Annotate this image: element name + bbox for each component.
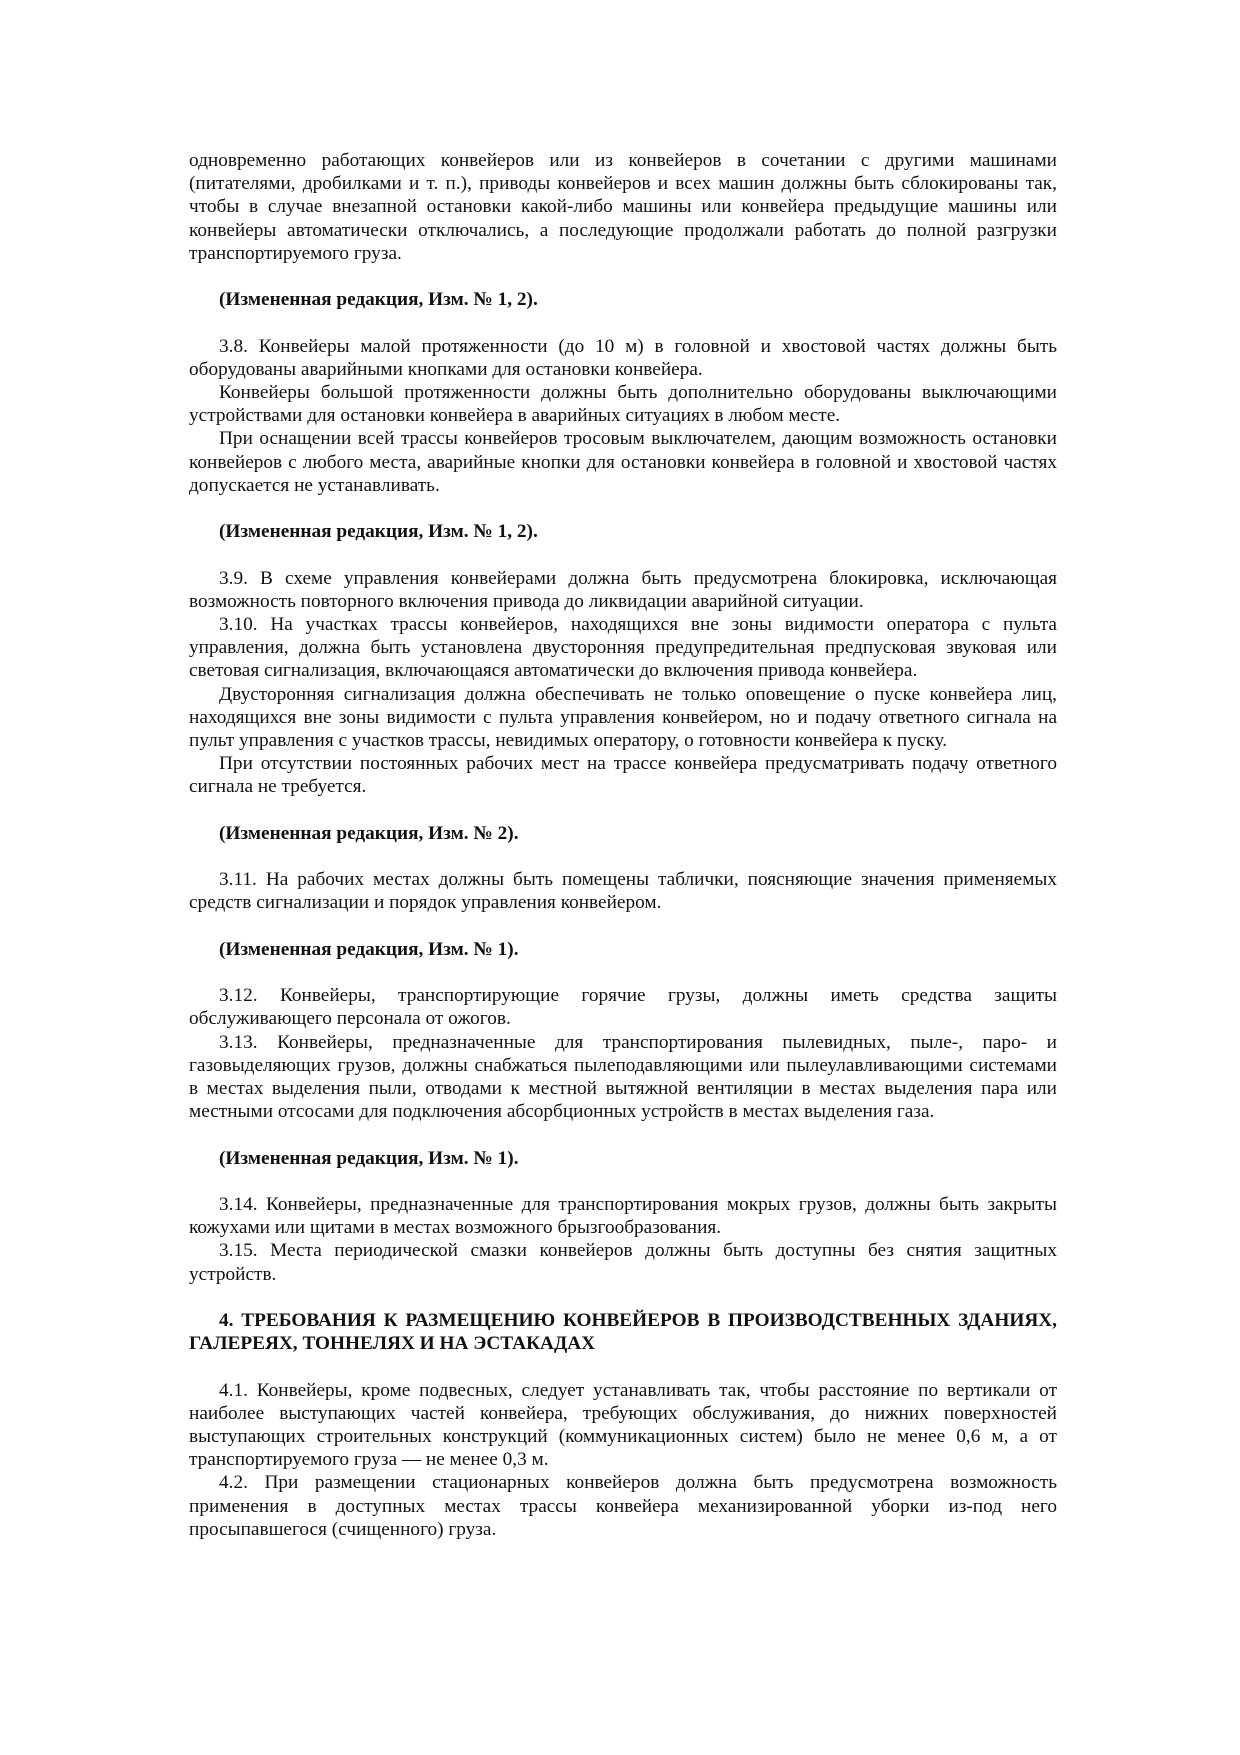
document-page <box>189 149 1057 1541</box>
clause-3-10: 3.10. На участках трассы конвейеров, находящихся вне зоны видимости оператора с пульта управления, должна быть установлена двусторонняя предупредительная предпусковая звуковая или световая сигнализация, включающаяся автоматически до включения привода конвейера. <box>189 614 1057 682</box>
clause-3-15: 3.15. Места периодической смазки конвейеров должны быть доступны без снятия защитных устройств. <box>189 1240 1057 1285</box>
clause-3-13: 3.13. Конвейеры, предназначенные для транспортирования пылевидных, пыле-, паро- и газовыделяющих грузов, должны снабжаться пылеподавляющими или пылеулавливающими системами в местах выделения пыли, отводами к местной вытяжной вентиляции в местах выделения пара или местными отсосами для подключения абсорбционных устройств в местах выделения газа. <box>189 1031 1057 1123</box>
clause-3-10-paragraph-2: Двусторонняя сигнализация должна обеспечивать не только оповещение о пуске конвейера лиц, находящихся вне зоны видимости с пульта управления конвейером, но и подачу ответного сигнала на пульт управления с участков трассы, невидимых оператору, о готовности конвейера к пуску. <box>189 683 1057 752</box>
amendment-note: (Измененная редакция, Изм. № 1). <box>219 938 519 960</box>
clause-3-12: 3.12. Конвейеры, транспортирующие горячие грузы, должны иметь средства защиты обслуживающего персонала от ожогов. <box>189 985 1057 1030</box>
clause-3-8-paragraph-2: Конвейеры большой протяженности должны быть дополнительно оборудованы выключающими устройствами для остановки конвейера в аварийных ситуациях в любом месте. <box>189 382 1057 427</box>
clause-4-1: 4.1. Конвейеры, кроме подвесных, следует устанавливать так, чтобы расстояние по вертикали от наиболее выступающих частей конвейера, требующих обслуживания, до нижних поверхностей выступающих строительных конструкций (коммуникационных систем) было не менее 0,6 м, а от транспортируемого груза — не менее 0,3 м. <box>189 1379 1057 1471</box>
clause-3-8: 3.8. Конвейеры малой протяженности (до 10 м) в головной и хвостовой частях должны быть оборудованы аварийными кнопками для остановки конвейера. <box>189 335 1057 380</box>
continuation-paragraph: одновременно работающих конвейеров или из конвейеров в сочетании с другими машинами (питателями, дробилками и т. п.), приводы конвейеров и всех машин должны быть сблокированы так, чтобы в случае внезапной остановки какой-либо машины или конвейера предыдущие машины или конвейеры автоматически отключались, а последующие продолжали работать до полной разгрузки транспортируемого груза. <box>189 150 1057 264</box>
section-4-heading: 4. ТРЕБОВАНИЯ К РАЗМЕЩЕНИЮ КОНВЕЙЕРОВ В ПРОИЗВОДСТВЕННЫХ ЗДАНИЯХ, ГАЛЕРЕЯХ, ТОННЕЛЯХ И НА ЭСТАКАДАХ <box>189 1309 1057 1355</box>
clause-3-14: 3.14. Конвейеры, предназначенные для транспортирования мокрых грузов, должны быть закрыты кожухами или щитами в местах возможного брызгообразования. <box>189 1193 1057 1239</box>
clause-4-2: 4.2. При размещении стационарных конвейеров должна быть предусмотрена возможность применения в доступных местах трассы конвейера механизированной уборки из-под него просыпавшегося (счищенного) груза. <box>189 1472 1057 1540</box>
clause-3-11: 3.11. На рабочих местах должны быть помещены таблички, поясняющие значения применяемых средств сигнализации и порядок управления конвейером. <box>189 869 1057 914</box>
amendment-note: (Измененная редакция, Изм. № 2). <box>219 822 519 844</box>
clause-3-10-paragraph-3: При отсутствии постоянных рабочих мест на трассе конвейера предусматривать подачу ответного сигнала не требуется. <box>189 753 1057 798</box>
amendment-note: (Измененная редакция, Изм. № 1, 2). <box>219 521 538 543</box>
amendment-note: (Измененная редакция, Изм. № 1). <box>219 1147 519 1169</box>
clause-3-8-paragraph-3: При оснащении всей трассы конвейеров тросовым выключателем, дающим возможность остановки конвейеров с любого места, аварийные кнопки для остановки конвейера в головной и хвостовой частях допускается не устанавливать. <box>189 428 1057 496</box>
clause-3-9: 3.9. В схеме управления конвейерами должна быть предусмотрена блокировка, исключающая возможность повторного включения привода до ликвидации аварийной ситуации. <box>189 567 1057 612</box>
amendment-note: (Измененная редакция, Изм. № 1, 2). <box>219 289 538 311</box>
